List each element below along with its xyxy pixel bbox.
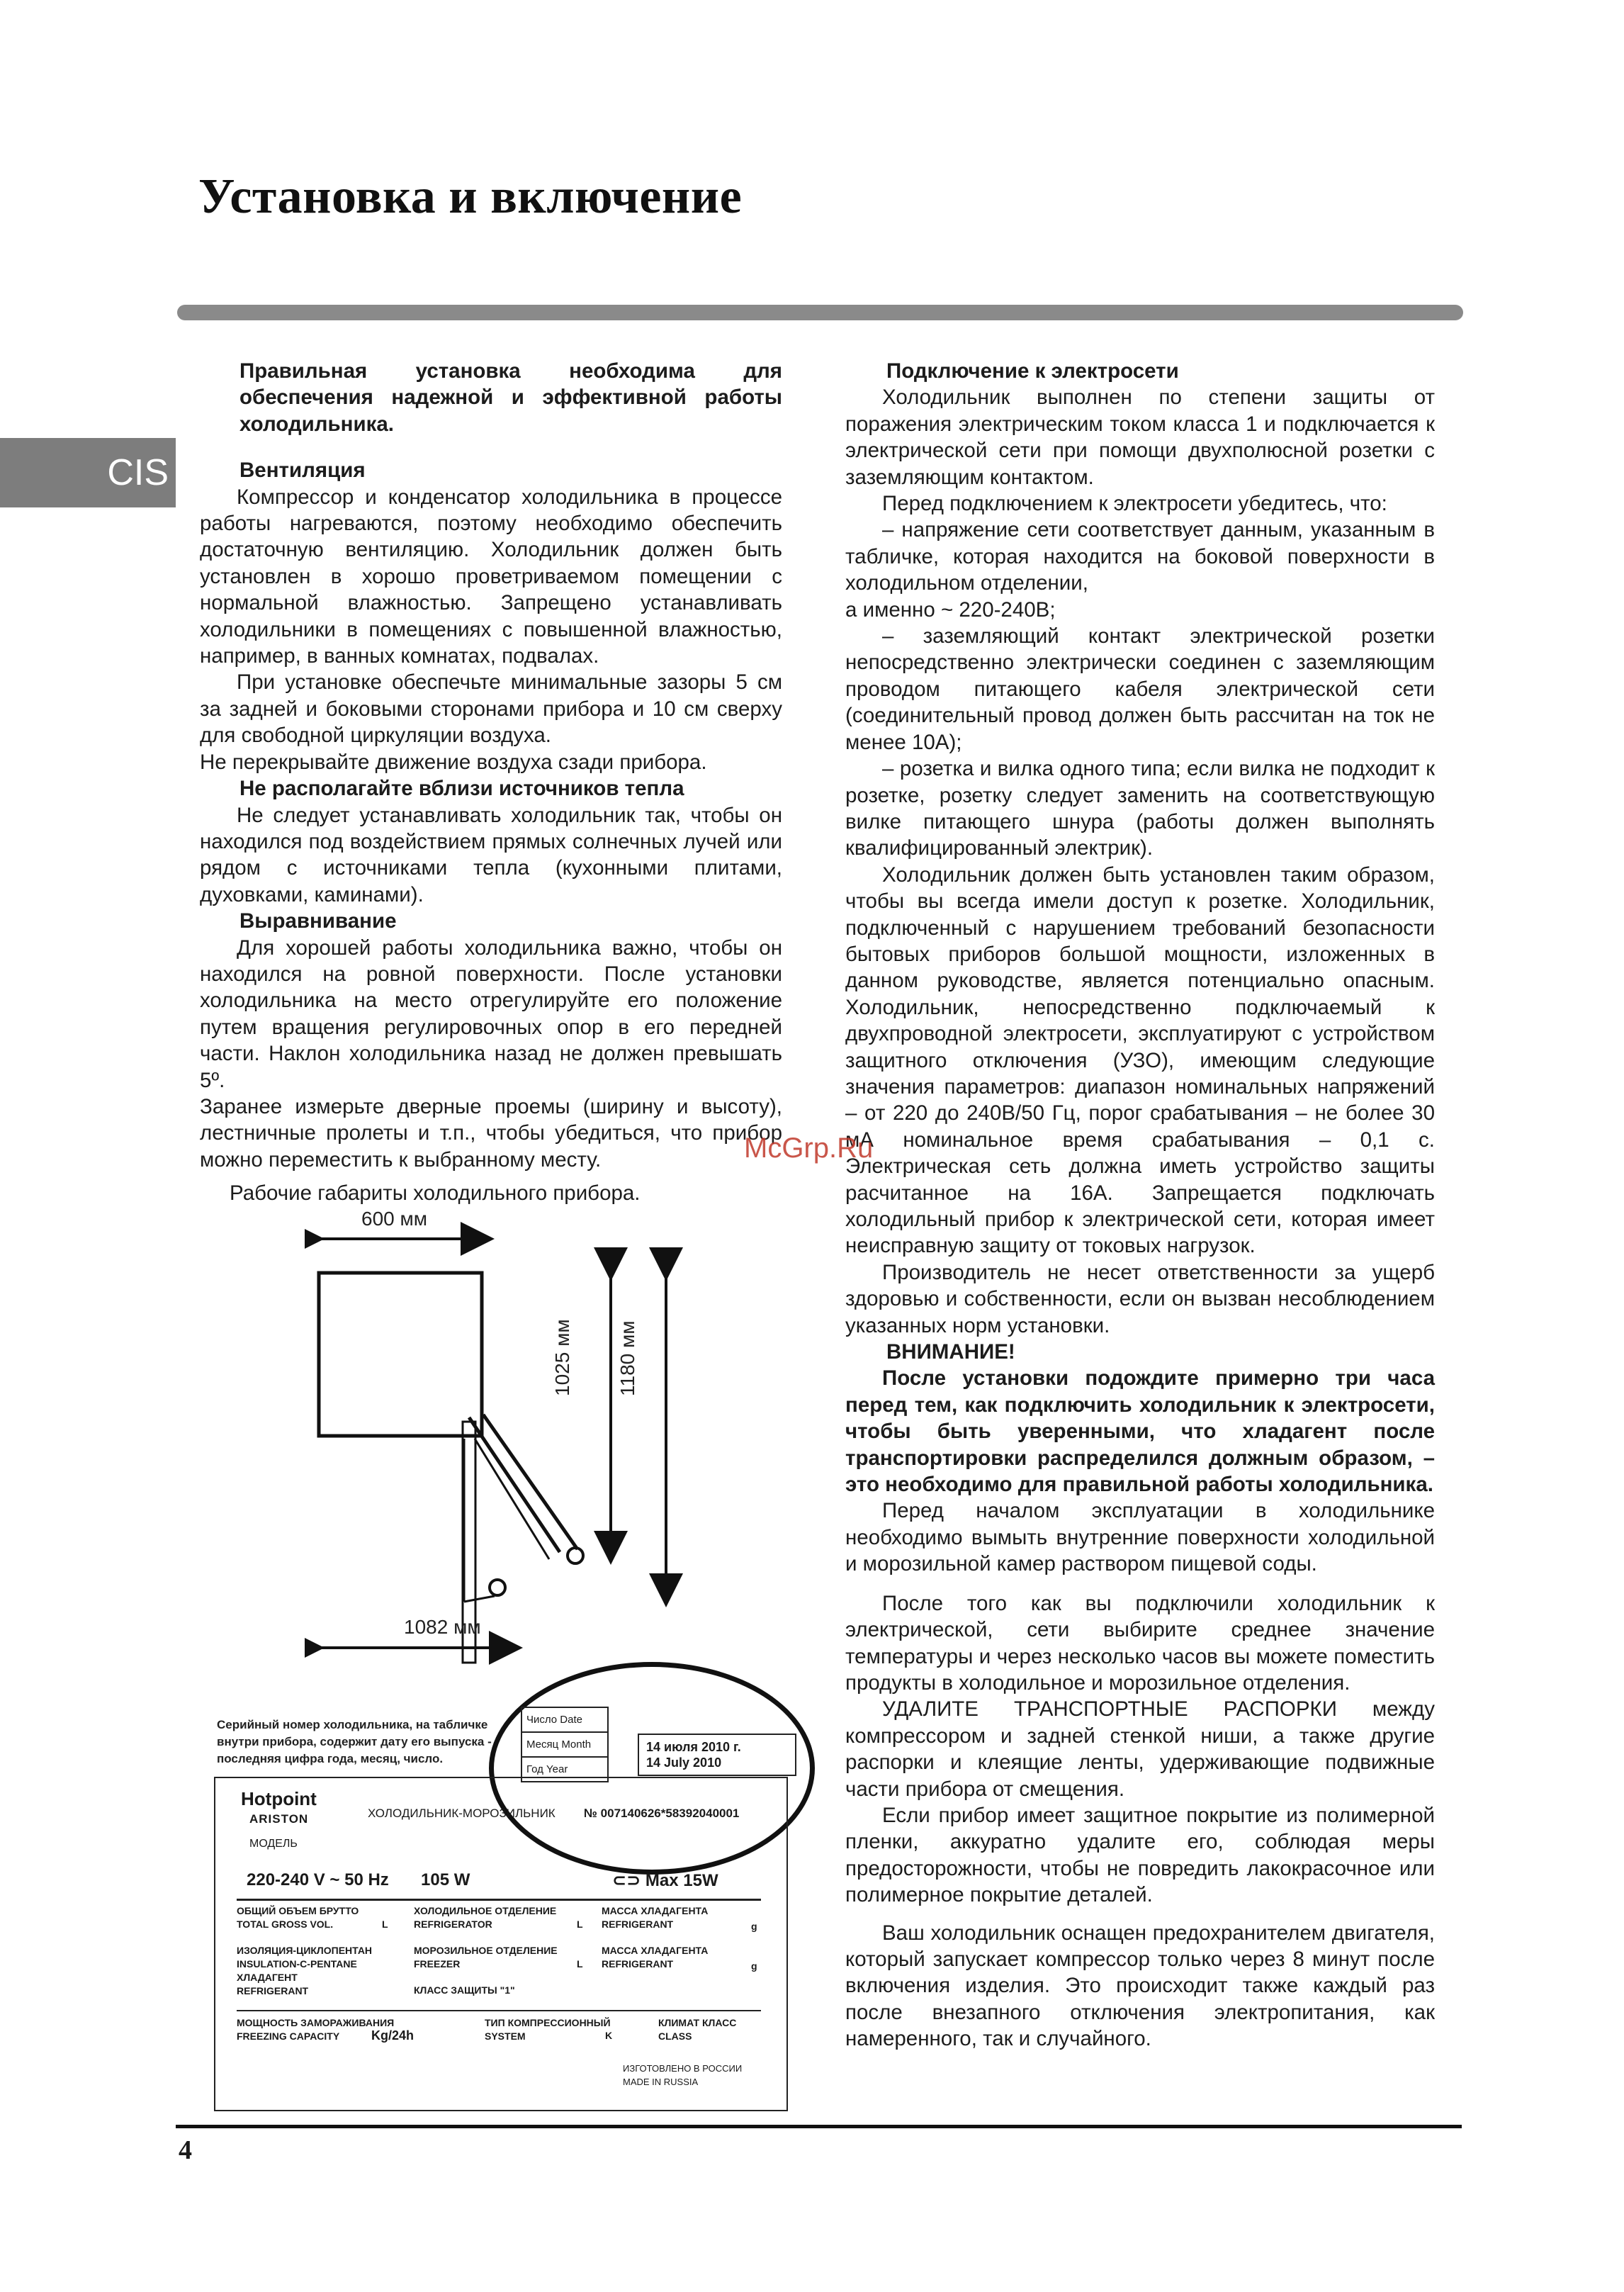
unit: Kg/24h xyxy=(371,2028,415,2043)
total-volume: ОБЩИЙ ОБЪЕМ БРУТТО TOTAL GROSS VOL. xyxy=(237,1905,359,1930)
refrigerator-volume: ХОЛОДИЛЬНОЕ ОТДЕЛЕНИЕ REFRIGERATOR xyxy=(414,1905,557,1930)
paragraph: – напряжение сети соответствует данным, указанным в табличке, которая находится на боковой поверхности в холодильном отделении, xyxy=(845,518,1435,595)
paragraph: Перед началом эксплуатации в холодильнике необходимо вымыть внутренние поверхности холодильной и морозильной камер раствором пищевой соды. xyxy=(845,1499,1435,1576)
paragraph: Не перекрывайте движение воздуха сзади прибора. xyxy=(200,750,707,774)
insulation: ИЗОЛЯЦИЯ-ЦИКЛОПЕНТАН INSULATION-C-PENTANE ХЛАДАГЕНТ REFRIGERANT xyxy=(237,1945,373,1996)
heading-heat: Не располагайте вблизи источников тепла xyxy=(239,777,684,801)
depth-label: 1082 мм xyxy=(404,1616,481,1638)
paragraph: Перед подключением к электросети убедитесь, что: xyxy=(882,492,1387,516)
rating-plate xyxy=(214,1777,788,2111)
heading-ventilation: Вентиляция xyxy=(239,459,366,483)
paragraph: После того как вы подключили холодильник к электрической, сети выбирите среднее значение температуры и через несколько часов вы можете поместить продукты в холодильное и морозильное отделения. xyxy=(845,1591,1435,1695)
left-column xyxy=(200,358,782,1207)
footer-rule xyxy=(176,2125,1462,2128)
right-column xyxy=(845,358,1435,2052)
heading-warning: ВНИМАНИЕ! xyxy=(886,1340,1015,1364)
paragraph: – заземляющий контакт электрической розетки непосредственно электрически соединен с заземляющим проводом питающего кабеля электрической сети (соединительный провод должен быть рассчитан на ток не менее 10А); xyxy=(845,624,1435,754)
product-label: ХОЛОДИЛЬНИК-МОРОЗИЛЬНИК xyxy=(368,1807,556,1820)
refrigerant-mass: МАССА ХЛАДАГЕНТА REFRIGERANT xyxy=(602,1905,709,1930)
unit: K xyxy=(605,2030,613,2041)
unit: L xyxy=(577,1919,583,1930)
serial-number: № 007140626*58392040001 xyxy=(584,1807,740,1820)
paragraph: Если прибор имеет защитное покрытие из полимерной пленки, аккуратно удалите его, соблюдая меры предосторожности, чтобы не повредить лакокрасочное или полимерное покрытие деталей. xyxy=(845,1803,1435,1907)
fridge-drawing xyxy=(305,1205,701,1673)
plate-rule xyxy=(237,1899,761,1901)
unit: g xyxy=(751,1960,757,1972)
date-legend-day: Число Date xyxy=(522,1708,607,1733)
paragraph: – розетка и вилка одного типа; если вилка не подходит к розетке, розетку следует заменить на соответствующую вилке питающего шнура (работы должен выполнять квалифицированный электрик). xyxy=(845,757,1435,860)
date-legend-year: Год Year xyxy=(526,1763,568,1775)
height-1025-label: 1025 мм xyxy=(551,1319,573,1396)
paragraph: Заранее измерьте дверные проемы (ширину и высоту), лестничные пролеты и т.п., чтобы убедиться, что прибор можно переместить к выбранному месту. xyxy=(200,1094,782,1172)
watermark: McGrp.Ru xyxy=(744,1133,874,1164)
warning-paragraph: После установки подождите примерно три часа перед тем, как подключить холодильник к электросети, чтобы быть уверенными, что хладагент после транспортировки распределился должным образом, – это необходимо для правильной работы холодильника. xyxy=(845,1366,1435,1497)
paragraph: УДАЛИТЕ ТРАНСПОРТНЫЕ РАСПОРКИ между компрессором и задней стенкой ниши, а также другие распорки и клеящие ленты, удерживающие подвижные части прибора от смещения. xyxy=(845,1697,1435,1801)
made-in: ИЗГОТОВЛЕНО В РОССИИ MADE IN RUSSIA xyxy=(623,2063,743,2087)
page-title: Установка и включение xyxy=(198,169,743,224)
paragraph: Холодильник должен быть установлен таким образом, чтобы вы всегда имели доступ к розетке. Холодильник, подключенный с нарушением требований безопасности бытовых приборов большой мощности, изложенных в данном руководстве, является потенциально опасным. Холодильник, непосредственно подключаемый к двухпроводной электросети, эксплуатируют с устройством защитного отключения (УЗО), имеющим следующие значения параметров: диапазон номинальных напряжений – от 220 до 240В/50 Гц, порог срабатывания – не более 30 мА номинальное время срабатывания – 0,1 с. Электрическая сеть должна иметь устройство защиты расчитанное на 16А. Запрещается подключать холодильный прибор к электрической сети, которая имеет неисправную защиту от токовых нагрузок. xyxy=(845,863,1435,1258)
heading-power: Подключение к электросети xyxy=(886,359,1179,383)
heading-leveling: Выравнивание xyxy=(239,909,397,933)
model-label: МОДЕЛЬ xyxy=(249,1838,298,1850)
unit: L xyxy=(577,1958,583,1970)
lamp-power: ⊂⊃ Max 15W xyxy=(612,1871,718,1890)
page-number: 4 xyxy=(179,2135,192,2165)
paragraph: Холодильник выполнен по степени защиты от поражения электрическим током класса 1 и подключается к электрической сети при помощи двухполюсной розетки с заземляющим контактом. xyxy=(845,386,1435,489)
compressor-type: ТИП КОМПРЕССИОННЫЙ SYSTEM xyxy=(485,2017,611,2042)
freezer-volume: МОРОЗИЛЬНОЕ ОТДЕЛЕНИЕ FREEZER xyxy=(414,1945,558,1970)
paragraph: а именно ~ 220-240В; xyxy=(845,597,1056,622)
unit: g xyxy=(751,1921,757,1932)
intro-paragraph: Правильная установка необходима для обеспечения надежной и эффективной работы холодильника. xyxy=(239,359,782,436)
paragraph: Ваш холодильник оснащен предохранителем двигателя, который запускает компрессор только через 8 минут после включения изделия. Это происходит также каждый раз после внезапного отключения электропитания, как намеренного, так и случайного. xyxy=(845,1921,1435,2051)
dimensions-diagram xyxy=(305,1205,701,1673)
plate-rule xyxy=(237,2010,761,2011)
brand-logo: Hotpoint xyxy=(241,1788,317,1809)
protection-class: КЛАСС ЗАЩИТЫ "1" xyxy=(414,1984,515,1996)
paragraph: Компрессор и конденсатор холодильника в процессе работы нагреваются, поэтому необходимо обеспечить достаточную вентиляцию. Холодильник должен быть установлен в хорошо проветриваемом помещении с нормальной влажностью. Запрещено устанавливать холодильники в помещениях с повышенной влажностью, например, в ванных комнатах, подвалах. xyxy=(200,485,782,668)
voltage: 220-240 V ~ 50 Hz xyxy=(247,1870,389,1889)
region-tab: CIS xyxy=(0,438,176,507)
dims-caption: Рабочие габариты холодильного прибора. xyxy=(230,1181,641,1206)
paragraph: Производитель не несет ответственности за ущерб здоровью и собственности, если он вызван несоблюдением указанных норм установки. xyxy=(845,1260,1435,1337)
date-ru: 14 июля 2010 г. xyxy=(646,1740,741,1754)
height-1180-label: 1180 мм xyxy=(616,1320,638,1396)
width-label: 600 мм xyxy=(361,1208,427,1230)
date-example xyxy=(638,1734,796,1776)
bulb-icon: ⊂⊃ xyxy=(612,1871,645,1890)
serial-note: Серийный номер холодильника, на табличке внутри прибора, содержит дату его выпуска - последняя цифра года, месяц, число. xyxy=(217,1718,492,1765)
date-en: 14 July 2010 xyxy=(646,1755,722,1770)
climate-class: КЛИМАТ КЛАСС CLASS xyxy=(658,2017,737,2042)
freezing-capacity: МОЩНОСТЬ ЗАМОРАЖИВАНИЯ FREEZING CAPACITY xyxy=(237,2017,395,2042)
power: 105 W xyxy=(421,1870,470,1889)
refrigerant-mass-2: МАССА ХЛАДАГЕНТА REFRIGERANT xyxy=(602,1945,709,1970)
paragraph: Для хорошей работы холодильника важно, чтобы он находился на ровной поверхности. После установки холодильника на место отрегулируйте его положение путем вращения регулировочных опор в его передней части. Наклон холодильника назад не должен превышать 5º. xyxy=(200,936,782,1092)
paragraph: Не следует устанавливать холодильник так, чтобы он находился под воздействием прямых солнечных лучей или рядом с источниками тепла (кухонными плитами, духовками, каминами). xyxy=(200,803,782,906)
date-legend-month: Месяц Month xyxy=(522,1733,607,1758)
brand-sub: ARISTON xyxy=(249,1812,309,1826)
date-legend-table xyxy=(521,1707,609,1782)
header-rule xyxy=(177,305,1463,320)
paragraph: При установке обеспечьте минимальные зазоры 5 см за задней и боковыми сторонами прибора и 10 см сверху для свободной циркуляции воздуха. xyxy=(200,670,782,748)
unit: L xyxy=(382,1919,388,1930)
